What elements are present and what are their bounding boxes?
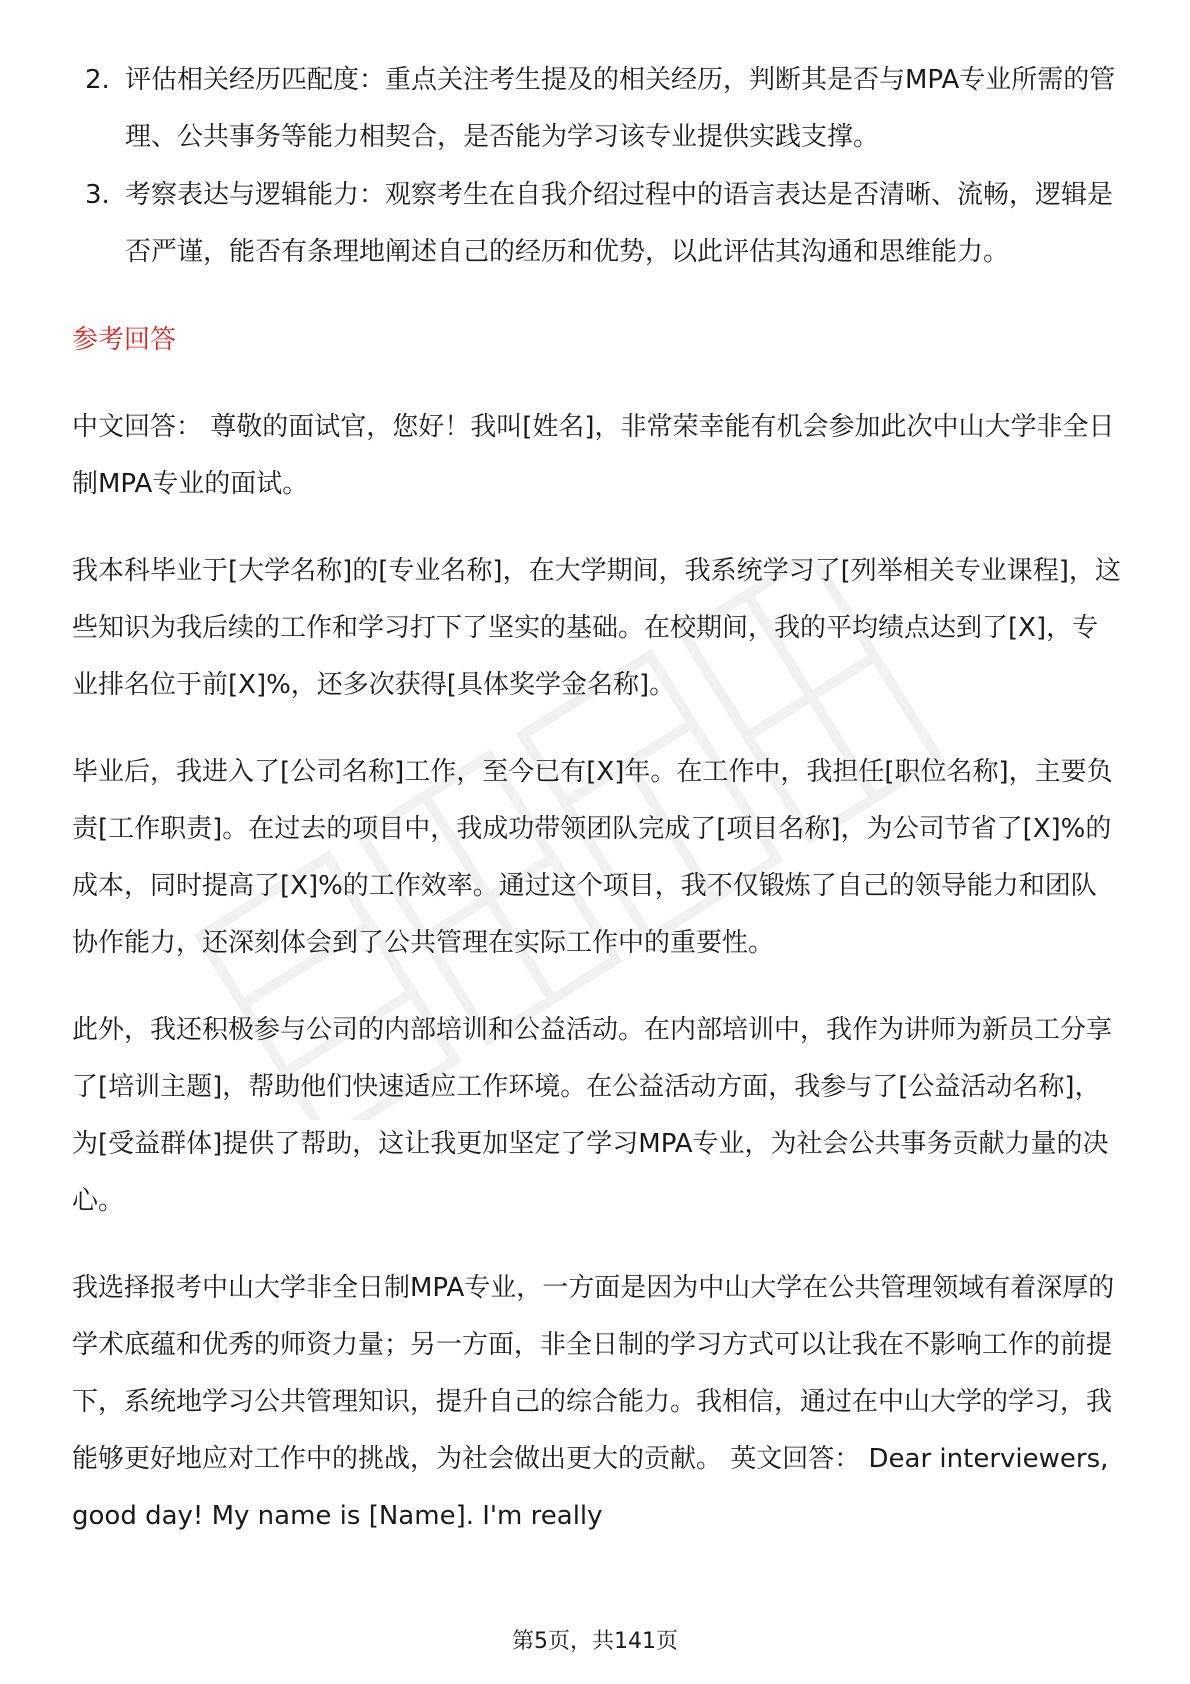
list-item	[72, 167, 1122, 281]
page-footer: 第5页，共141页	[512, 1629, 678, 1654]
criteria-list	[72, 52, 1122, 281]
paragraph: 此外，我还积极参与公司的内部培训和公益活动。在内部培训中，我作为讲师为新员工分享了[培训主题]，帮助他们快速适应工作环境。在公益活动方面，我参与了[公益活动名称]，为[受益群体]提供了帮助，这让我更加坚定了学习MPA专业，为社会公共事务贡献力量的决心。	[72, 1015, 1113, 1216]
paragraph: 毕业后，我进入了[公司名称]工作，至今已有[X]年。在工作中，我担任[职位名称]，主要负责[工作职责]。在过去的项目中，我成功带领团队完成了[项目名称]，为公司节省了[X]%的成本，同时提高了[X]%的工作效率。通过这个项目，我不仅锻炼了自己的领导能力和团队协作能力，还深刻体会到了公共管理在实际工作中的重要性。	[72, 757, 1113, 958]
section-title: 参考回答	[72, 325, 177, 355]
paragraph: 我选择报考中山大学非全日制MPA专业，一方面是因为中山大学在公共管理领域有着深厚的学术底蕴和优秀的师资力量；另一方面，非全日制的学习方式可以让我在不影响工作的前提下，系统地学习公共管理知识，提升自己的综合能力。我相信，通过在中山大学的学习，我能够更好地应对工作中的挑战，为社会做出更大的贡献。 英文回答： Dear interviewers, good day! My name is [Name]. I'm really	[72, 1273, 1115, 1531]
list-item	[72, 52, 1122, 166]
list-item-number: 3.	[85, 180, 110, 210]
list-item-text: 评估相关经历匹配度：重点关注考生提及的相关经历，判断其是否与MPA专业所需的管理、公共事务等能力相契合，是否能为学习该专业提供实践支撑。	[125, 65, 1116, 152]
list-item-text: 考察表达与逻辑能力：观察考生在自我介绍过程中的语言表达是否清晰、流畅，逻辑是否严谨，能否有条理地阐述自己的经历和优势，以此评估其沟通和思维能力。	[125, 180, 1114, 267]
list-item-number: 2.	[85, 65, 110, 95]
paragraph: 我本科毕业于[大学名称]的[专业名称]，在大学期间，我系统学习了[列举相关专业课程]，这些知识为我后续的工作和学习打下了坚实的基础。在校期间，我的平均绩点达到了[X]，专业排名位于前[X]%，还多次获得[具体奖学金名称]。	[72, 556, 1121, 700]
document-page	[72, 52, 1122, 1545]
paragraph: 中文回答： 尊敬的面试官，您好！我叫[姓名]，非常荣幸能有机会参加此次中山大学非全日制MPA专业的面试。	[72, 412, 1115, 499]
